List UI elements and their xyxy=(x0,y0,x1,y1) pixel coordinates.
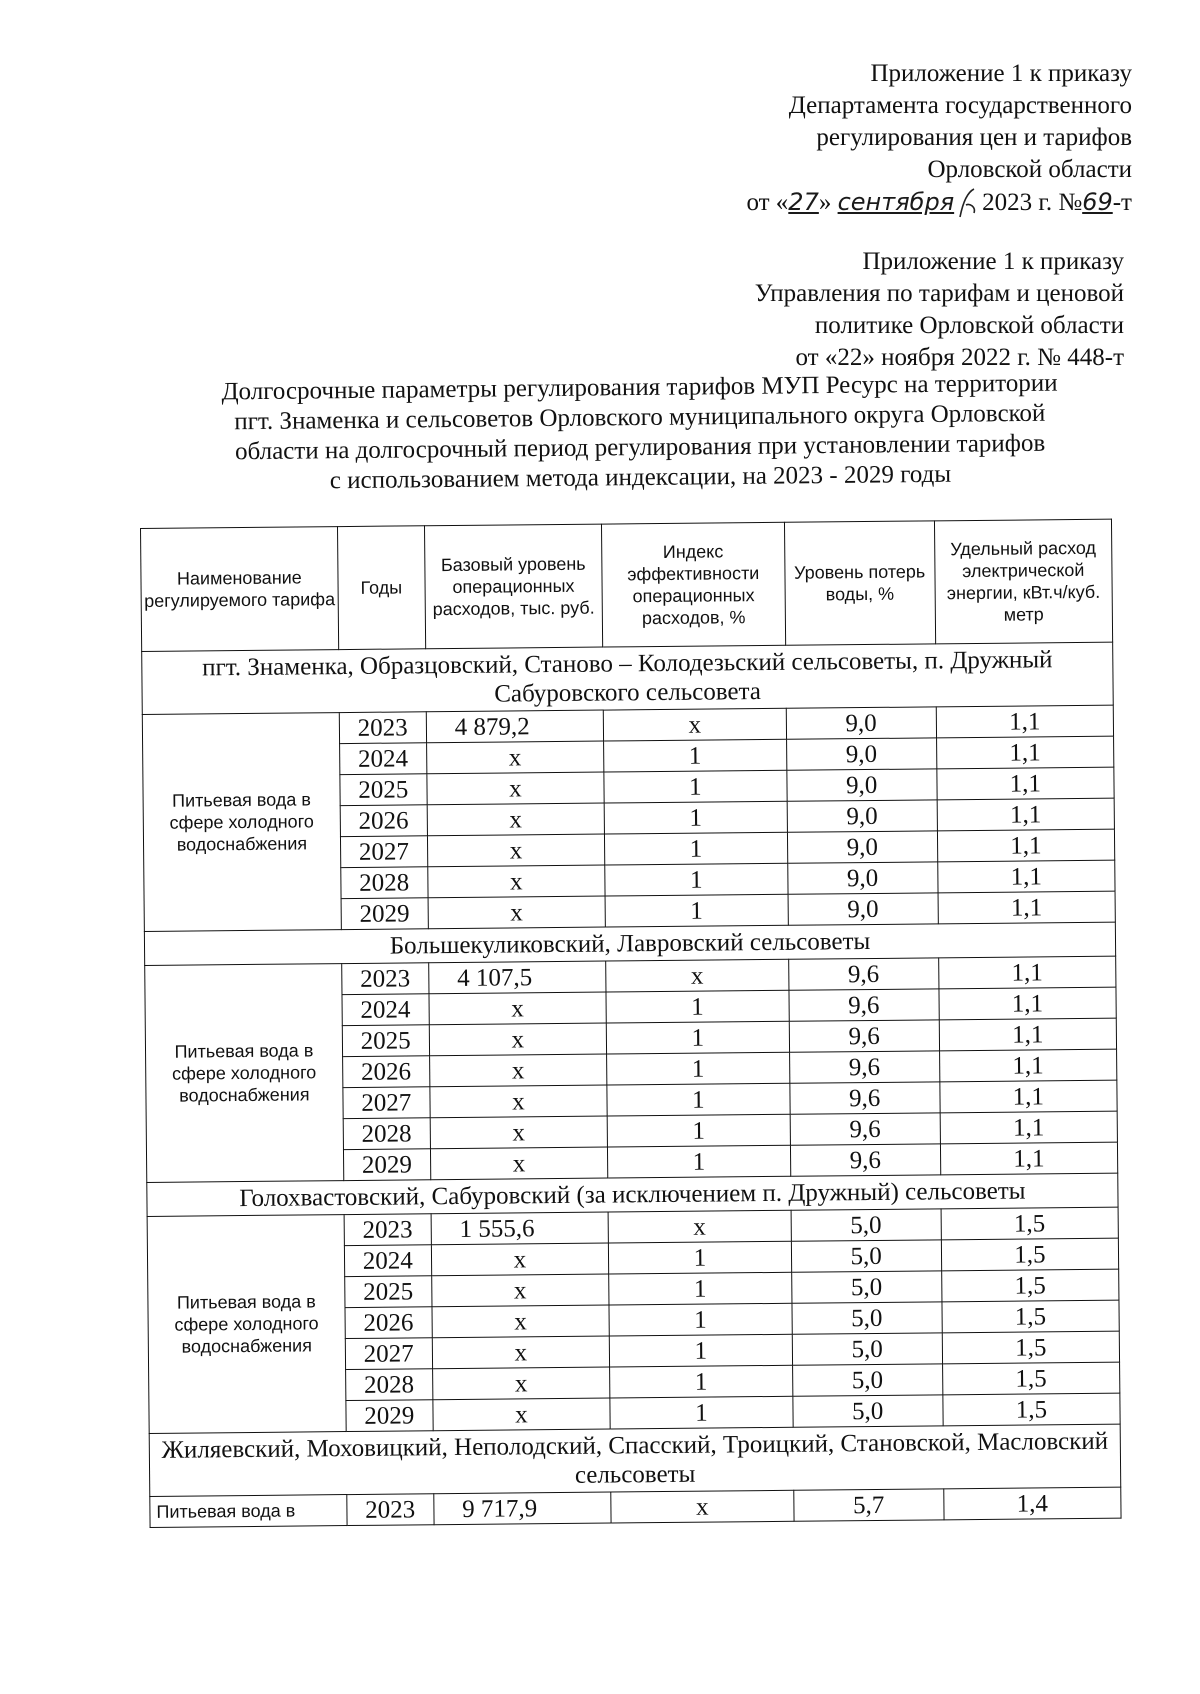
handwritten-day: 27 xyxy=(788,188,819,216)
energy-cell: 1,4 xyxy=(943,1487,1121,1520)
losses-cell: 9,6 xyxy=(790,1113,940,1145)
energy-cell: 1,1 xyxy=(940,1111,1118,1144)
group-name: Голохвастовский, Сабуровский (за исключением п. Дружный) сельсоветы xyxy=(147,1173,1118,1216)
base-level-cell: х xyxy=(429,1023,607,1056)
losses-cell: 9,6 xyxy=(790,1144,940,1176)
table-header-row xyxy=(141,519,1113,651)
appendix-previous xyxy=(755,246,1124,374)
losses-cell: 9,0 xyxy=(787,862,937,894)
document-title xyxy=(169,368,1110,498)
year-cell: 2028 xyxy=(343,1118,430,1150)
title-line4: с использованием метода индексации, на 2023 - 2029 годы xyxy=(329,460,952,495)
losses-cell: 5,0 xyxy=(791,1209,941,1241)
energy-cell: 1,1 xyxy=(937,860,1115,893)
service-cell: Питьевая вода в сфере холодного водоснабжения xyxy=(142,713,341,932)
year-cell: 2025 xyxy=(344,1276,431,1308)
base-level-cell: х xyxy=(429,1054,607,1087)
year-cell: 2029 xyxy=(343,1149,430,1181)
efficiency-cell: 1 xyxy=(609,1303,792,1336)
appendix-current-line3: регулирования цен и тарифов xyxy=(816,124,1132,151)
base-level-cell: х xyxy=(430,1116,608,1149)
efficiency-cell: 1 xyxy=(605,894,788,927)
losses-cell: 9,0 xyxy=(786,738,936,770)
base-level-cell: х xyxy=(433,1398,611,1431)
date-mid: » xyxy=(818,189,832,216)
appendix-previous-line3: политике Орловской области xyxy=(814,312,1124,339)
service-cell: Питьевая вода в сфере холодного водоснабжения xyxy=(145,964,344,1183)
energy-cell: 1,5 xyxy=(941,1238,1119,1271)
year-cell: 2023 xyxy=(344,1214,431,1246)
year-cell: 2024 xyxy=(344,1245,431,1277)
energy-cell: 1,5 xyxy=(942,1331,1120,1364)
year-cell: 2025 xyxy=(342,1025,429,1057)
efficiency-cell: х xyxy=(611,1490,794,1523)
energy-cell: 1,1 xyxy=(939,1018,1117,1051)
losses-cell: 5,0 xyxy=(792,1364,942,1396)
base-level-cell: 9 717,9 xyxy=(434,1492,612,1525)
losses-cell: 9,6 xyxy=(789,1051,939,1083)
efficiency-cell: 1 xyxy=(604,739,787,772)
group-header-row xyxy=(142,642,1114,714)
base-level-cell: х xyxy=(427,803,605,836)
base-level-cell: 1 555,6 xyxy=(431,1212,609,1245)
appendix-current-line4: Орловской области xyxy=(927,156,1132,183)
base-level-cell: х xyxy=(432,1336,610,1369)
efficiency-cell: х xyxy=(603,708,786,741)
title-line3: области на долгосрочный период регулирования при установлении тарифов xyxy=(234,429,1046,466)
energy-cell: 1,5 xyxy=(942,1300,1120,1333)
base-level-cell: х xyxy=(431,1274,609,1307)
year-cell: 2027 xyxy=(343,1087,430,1119)
table-body xyxy=(142,642,1121,1527)
energy-cell: 1,1 xyxy=(940,1142,1118,1175)
header-efficiency: Индекс эффективности операционных расходов, % xyxy=(601,522,785,647)
appendix-previous-line4: от «22» ноября 2022 г. № 448-т xyxy=(795,344,1124,371)
efficiency-cell: 1 xyxy=(610,1396,793,1429)
energy-cell: 1,1 xyxy=(938,956,1116,989)
efficiency-cell: 1 xyxy=(605,863,788,896)
base-level-cell: х xyxy=(431,1243,609,1276)
efficiency-cell: 1 xyxy=(607,1114,790,1147)
year-cell: 2024 xyxy=(342,994,429,1026)
losses-cell: 9,6 xyxy=(788,958,938,990)
year-cell: 2027 xyxy=(340,836,427,868)
tariff-table-wrapper xyxy=(140,519,1122,1528)
year-cell: 2026 xyxy=(342,1056,429,1088)
efficiency-cell: х xyxy=(606,959,789,992)
date-prefix: от « xyxy=(746,189,789,216)
appendix-previous-line1: Приложение 1 к приказу xyxy=(862,248,1124,275)
losses-cell: 9,0 xyxy=(787,831,937,863)
date-year: 2023 г. № xyxy=(982,189,1083,216)
efficiency-cell: 1 xyxy=(609,1272,792,1305)
year-cell: 2027 xyxy=(345,1338,432,1370)
losses-cell: 9,0 xyxy=(788,893,938,925)
year-cell: 2024 xyxy=(339,743,426,775)
base-level-cell: х xyxy=(430,1147,608,1180)
losses-cell: 5,0 xyxy=(793,1395,943,1427)
base-level-cell: х xyxy=(427,772,605,805)
handwritten-month: сентября xyxy=(837,188,955,216)
efficiency-cell: 1 xyxy=(604,832,787,865)
header-energy: Удельный расход электрической энергии, кВт.ч/куб. метр xyxy=(934,519,1112,644)
base-level-cell: х xyxy=(427,834,605,867)
losses-cell: 9,0 xyxy=(787,800,937,832)
year-cell: 2026 xyxy=(345,1307,432,1339)
energy-cell: 1,1 xyxy=(939,987,1117,1020)
efficiency-cell: 1 xyxy=(606,990,789,1023)
year-cell: 2023 xyxy=(339,712,426,744)
losses-cell: 9,0 xyxy=(787,769,937,801)
group-name: Большекуликовский, Лавровский сельсоветы xyxy=(144,922,1115,965)
energy-cell: 1,5 xyxy=(943,1393,1121,1426)
energy-cell: 1,1 xyxy=(937,829,1115,862)
appendix-previous-line2: Управления по тарифам и ценовой xyxy=(754,280,1124,307)
handwritten-number: 69 xyxy=(1082,188,1113,216)
efficiency-cell: 1 xyxy=(606,1021,789,1054)
year-cell: 2029 xyxy=(346,1400,433,1432)
efficiency-cell: 1 xyxy=(609,1334,792,1367)
number-suffix: -т xyxy=(1112,189,1132,216)
year-cell: 2028 xyxy=(341,867,428,899)
tariff-parameters-table xyxy=(140,519,1122,1528)
appendix-current-line1: Приложение 1 к приказу xyxy=(870,60,1132,87)
losses-cell: 5,0 xyxy=(791,1271,941,1303)
base-level-cell: х xyxy=(428,896,606,929)
year-cell: 2023 xyxy=(347,1494,434,1526)
base-level-cell: 4 879,2 xyxy=(426,710,604,743)
base-level-cell: х xyxy=(428,865,606,898)
energy-cell: 1,1 xyxy=(939,1049,1117,1082)
title-line2: пгт. Знаменка и сельсоветов Орловского муниципального округа Орловской xyxy=(234,399,1046,436)
header-years: Годы xyxy=(337,526,425,650)
energy-cell: 1,1 xyxy=(936,705,1114,738)
signature-mark-icon xyxy=(956,187,980,221)
year-cell: 2029 xyxy=(341,898,428,930)
efficiency-cell: 1 xyxy=(604,801,787,834)
efficiency-cell: 1 xyxy=(604,770,787,803)
appendix-current-date xyxy=(746,186,1132,221)
losses-cell: 5,0 xyxy=(792,1302,942,1334)
service-cell: Питьевая вода в xyxy=(150,1495,347,1528)
energy-cell: 1,1 xyxy=(937,798,1115,831)
base-level-cell: х xyxy=(432,1367,610,1400)
efficiency-cell: х xyxy=(608,1210,791,1243)
energy-cell: 1,1 xyxy=(938,891,1116,924)
losses-cell: 5,0 xyxy=(792,1333,942,1365)
header-base-level: Базовый уровень операционных расходов, тыс. руб. xyxy=(424,524,602,649)
efficiency-cell: 1 xyxy=(607,1052,790,1085)
header-service: Наименование регулируемого тарифа xyxy=(141,527,339,652)
appendix-current xyxy=(746,58,1132,221)
efficiency-cell: 1 xyxy=(610,1365,793,1398)
energy-cell: 1,1 xyxy=(940,1080,1118,1113)
efficiency-cell: 1 xyxy=(607,1083,790,1116)
losses-cell: 5,0 xyxy=(791,1240,941,1272)
losses-cell: 9,0 xyxy=(786,707,936,739)
base-level-cell: х xyxy=(432,1305,610,1338)
group-name: пгт. Знаменка, Образцовский, Станово – Колодезьский сельсоветы, п. Дружный Сабуровского сельсовета xyxy=(142,642,1114,714)
group-name: Жиляевский, Моховицкий, Неполодский, Спасский, Троицкий, Становской, Масловский сельсоветы xyxy=(149,1424,1121,1496)
service-cell: Питьевая вода в сфере холодного водоснабжения xyxy=(147,1215,346,1434)
header-losses: Уровень потерь воды, % xyxy=(784,521,935,645)
group-header-row xyxy=(149,1424,1121,1496)
appendix-current-line2: Департамента государственного xyxy=(788,92,1132,119)
year-cell: 2028 xyxy=(345,1369,432,1401)
energy-cell: 1,1 xyxy=(937,767,1115,800)
base-level-cell: х xyxy=(429,992,607,1025)
energy-cell: 1,5 xyxy=(942,1362,1120,1395)
energy-cell: 1,5 xyxy=(941,1207,1119,1240)
losses-cell: 5,7 xyxy=(793,1489,943,1521)
efficiency-cell: 1 xyxy=(607,1145,790,1178)
title-line1: Долгосрочные параметры регулирования тарифов МУП Ресурс на территории xyxy=(221,369,1058,406)
efficiency-cell: 1 xyxy=(608,1241,791,1274)
base-level-cell: 4 107,5 xyxy=(428,961,606,994)
base-level-cell: х xyxy=(430,1085,608,1118)
energy-cell: 1,5 xyxy=(941,1269,1119,1302)
year-cell: 2025 xyxy=(340,774,427,806)
year-cell: 2026 xyxy=(340,805,427,837)
energy-cell: 1,1 xyxy=(936,736,1114,769)
losses-cell: 9,6 xyxy=(789,989,939,1021)
base-level-cell: х xyxy=(426,741,604,774)
losses-cell: 9,6 xyxy=(790,1082,940,1114)
year-cell: 2023 xyxy=(341,963,428,995)
losses-cell: 9,6 xyxy=(789,1020,939,1052)
